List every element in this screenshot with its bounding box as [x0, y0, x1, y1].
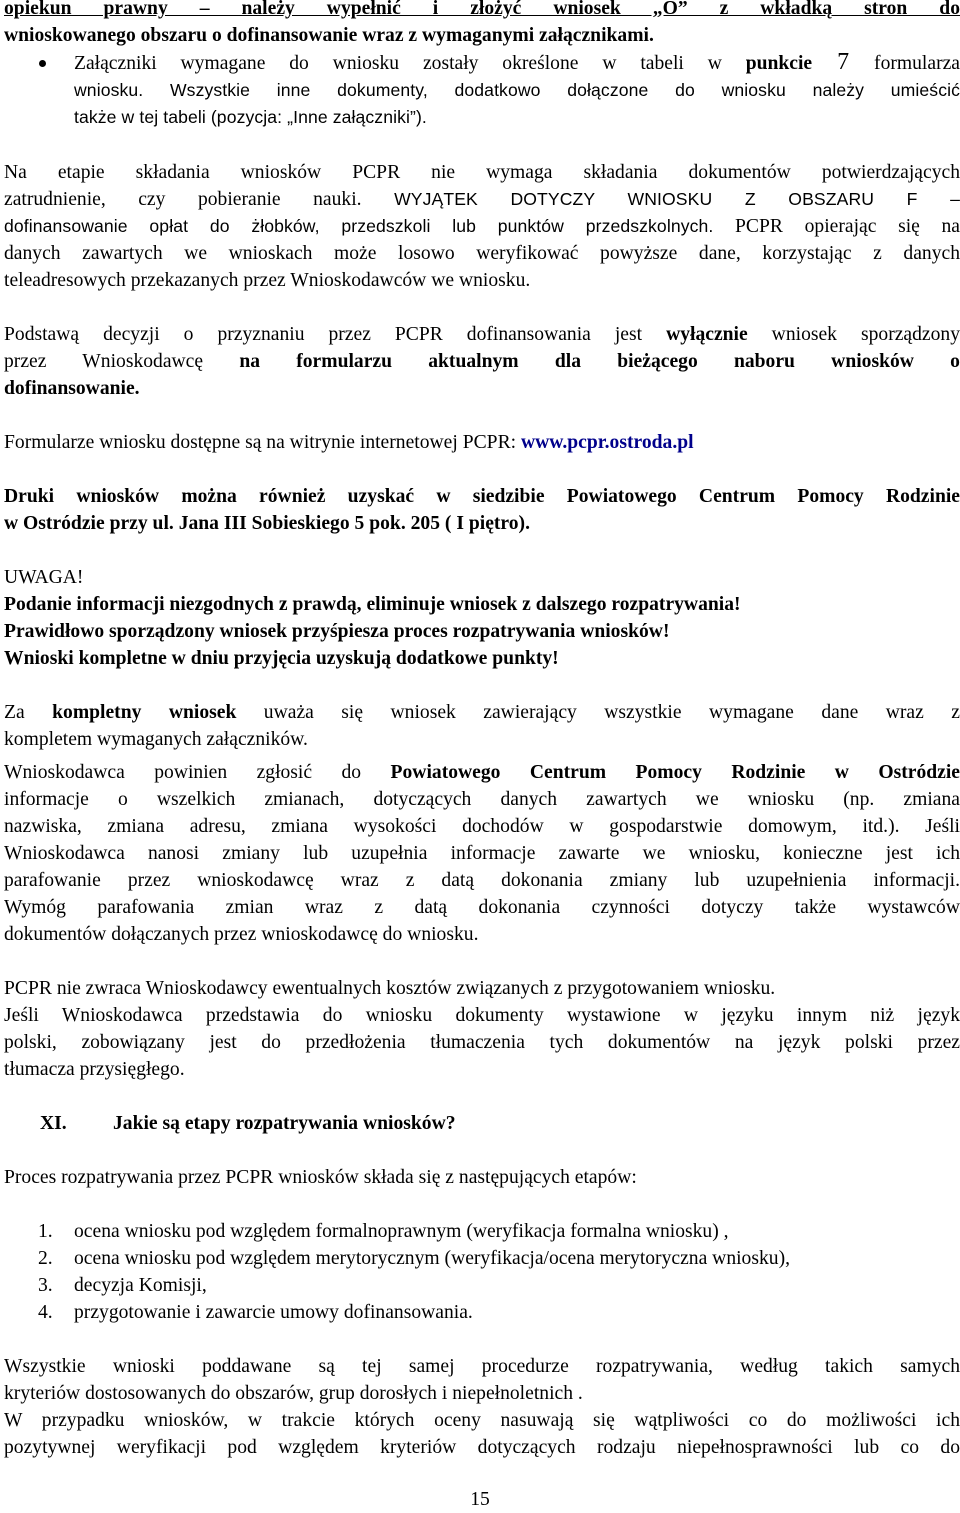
- podstawa-2b: na formularzu aktualnym dla bieżącego naboru wniosków o: [239, 351, 960, 372]
- step-number: 1.: [38, 1221, 53, 1242]
- pcpr-website-link[interactable]: www.pcpr.ostroda.pl: [520, 432, 694, 453]
- podstawa-3: dofinansowanie.: [4, 378, 140, 399]
- uwaga-block: [4, 564, 960, 672]
- etap-exception: WYJĄTEK DOTYCZY WNIOSKU Z OBSZARU F –: [394, 189, 960, 209]
- bullet-text-bold: punkcie: [745, 53, 813, 74]
- koszty-line-2: Jeśli Wnioskodawca przedstawia do wniosku dokumenty wystawione w języku innym niż język: [4, 1005, 960, 1026]
- bullet-line-1: [74, 49, 960, 77]
- step-number: 2.: [38, 1248, 53, 1269]
- podstawa-1a: Podstawą decyzji o przyznaniu przez PCPR dofinansowania jest: [4, 324, 667, 345]
- etap-line-3: [4, 213, 960, 240]
- kompletny-line-2: kompletem wymaganych załączników.: [4, 729, 308, 750]
- bullet-text-d: formularza: [874, 53, 960, 74]
- step-number: 4.: [38, 1302, 53, 1323]
- podstawa-1b: wyłącznie: [666, 324, 748, 345]
- etap-line-1: Na etapie składania wniosków PCPR nie wymaga składania dokumentów potwierdzających: [4, 162, 960, 183]
- przypadku-line-2: pozytywnej weryfikacji pod względem kryteriów dotyczących rodzaju niepełnosprawności lub co do: [4, 1437, 960, 1458]
- etap-line-2a: zatrudnienie, czy pobieranie nauki.: [4, 189, 395, 210]
- podstawa-line-2: [4, 348, 960, 375]
- kompletny-1b: kompletny wniosek: [52, 702, 237, 723]
- koszty-line-3: polski, zobowiązany jest do przedłożenia tłumaczenia tych dokumentów na język polski przez: [4, 1032, 960, 1053]
- wszystkie-line-1: Wszystkie wnioski poddawane są tej samej procedurze rozpatrywania, według takich samych: [4, 1356, 960, 1377]
- top-fragment-line-1: opiekun prawny – należy wypełnić i złożyć wniosek „O” z wkładką stron do: [4, 0, 960, 19]
- steps-list: [4, 1218, 960, 1326]
- druki-line-2: w Ostródzie przy ul. Jana III Sobieskiego 5 pok. 205 ( I piętro).: [4, 513, 530, 534]
- attachments-bullet: [4, 49, 960, 131]
- list-item: [4, 1272, 960, 1299]
- podstawa-2a: przez Wnioskodawcę: [4, 351, 240, 372]
- page-number: 15: [470, 1489, 490, 1510]
- koszty-line-4: tłumacza przysięgłego.: [4, 1059, 185, 1080]
- bullet-text-a: Załączniki wymagane do wniosku zostały określone w tabeli w: [74, 53, 746, 74]
- uwaga-line-2: Prawidłowo sporządzony wniosek przyśpiesza proces rozpatrywania wniosków!: [4, 621, 670, 642]
- zmiany-line-2: informacje o wszelkich zmianach, dotyczących danych zawartych we wniosku (np. zmiana: [4, 789, 960, 810]
- bullet-line-3: także w tej tabeli (pozycja: „Inne załączniki”).: [74, 107, 427, 127]
- etap-line-5: teleadresowych przekazanych przez Wnioskodawców we wniosku.: [4, 270, 531, 291]
- etap-line-3a: dofinansowanie opłat do żłobków, przedszkoli lub punktów przedszkolnych.: [4, 216, 714, 236]
- step-text: decyzja Komisji,: [74, 1275, 207, 1296]
- step-text: przygotowanie i zawarcie umowy dofinansowania.: [74, 1302, 473, 1323]
- podstawa-1c: wniosek sporządzony: [747, 324, 960, 345]
- paragraph-przypadku: [4, 1407, 960, 1461]
- bullet-icon: [39, 60, 46, 67]
- kompletny-1a: Za: [4, 702, 53, 723]
- etap-line-3b: PCPR opierając się na: [713, 216, 960, 237]
- section-number: XI.: [40, 1113, 67, 1134]
- paragraph-etap: [4, 159, 960, 294]
- zmiany-1b: Powiatowego Centrum Pomocy Rodzinie w Ostródzie: [390, 762, 960, 783]
- paragraph-kompletny: [4, 699, 960, 753]
- section-title: Jakie są etapy rozpatrywania wniosków?: [113, 1113, 456, 1134]
- etap-line-2: [4, 186, 960, 213]
- list-item: [4, 1245, 960, 1272]
- koszty-line-1: PCPR nie zwraca Wnioskodawcy ewentualnych kosztów związanych z przygotowaniem wniosku.: [4, 978, 776, 999]
- kompletny-1c: uważa się wniosek zawierający wszystkie wymagane dane wraz z: [236, 702, 960, 723]
- przypadku-line-1: W przypadku wniosków, w trakcie których oceny nasuwają się wątpliwości co do możliwości ich: [4, 1410, 960, 1431]
- formularze-text: Formularze wniosku dostępne są na witrynie internetowej PCPR:: [4, 432, 521, 453]
- bullet-line-2: wniosku. Wszystkie inne dokumenty, dodatkowo dołączone do wniosku należy umieścić: [74, 80, 960, 100]
- list-item: [4, 1299, 960, 1326]
- zmiany-line-6: Wymóg parafowania zmian wraz z datą dokonania czynności dotyczy także wystawców: [4, 897, 960, 918]
- kompletny-line-1: [4, 699, 960, 726]
- paragraph-formularze: [4, 429, 960, 456]
- druki-line-1: Druki wniosków można również uzyskać w siedzibie Powiatowego Centrum Pomocy Rodzinie: [4, 486, 960, 507]
- zmiany-line-1: [4, 759, 960, 786]
- paragraph-wszystkie: [4, 1353, 960, 1407]
- paragraph-proces: Proces rozpatrywania przez PCPR wniosków składa się z następujących etapów:: [4, 1167, 637, 1188]
- step-text: ocena wniosku pod względem formalnoprawnym (weryfikacja formalna wniosku) ,: [74, 1221, 729, 1242]
- paragraph-zmiany: [4, 759, 960, 948]
- etap-line-4: danych zawartych we wnioskach może losowo weryfikować powyższe dane, korzystając z danych: [4, 243, 960, 264]
- zmiany-1a: Wnioskodawca powinien zgłosić do: [4, 762, 391, 783]
- bullet-text-number: 7: [812, 49, 875, 75]
- uwaga-title: UWAGA!: [4, 567, 84, 588]
- list-item: [4, 1218, 960, 1245]
- section-heading: [40, 1110, 960, 1137]
- top-fragment-line-2: wnioskowanego obszaru o dofinansowanie wraz z wymaganymi załącznikami.: [4, 25, 654, 46]
- step-text: ocena wniosku pod względem merytorycznym (weryfikacja/ocena merytoryczna wniosku),: [74, 1248, 790, 1269]
- paragraph-podstawa: [4, 321, 960, 402]
- zmiany-line-7: dokumentów dołączanych przez wnioskodawcę do wniosku.: [4, 924, 479, 945]
- podstawa-line-1: [4, 321, 960, 348]
- step-number: 3.: [38, 1275, 53, 1296]
- zmiany-line-3: nazwiska, zmiana adresu, zmiana wysokości dochodów w gospodarstwie domowym, itd.). Jeśli: [4, 816, 960, 837]
- podstawa-line-3: [4, 375, 960, 402]
- wszystkie-line-2: kryteriów dostosowanych do obszarów, grup dorosłych i niepełnoletnich .: [4, 1383, 583, 1404]
- top-fragment: [4, 0, 960, 49]
- paragraph-druki: [4, 483, 960, 537]
- uwaga-line-1: Podanie informacji niezgodnych z prawdą, eliminuje wniosek z dalszego rozpatrywania!: [4, 594, 741, 615]
- document-page: [4, 0, 960, 1461]
- zmiany-line-4: Wnioskodawca nanosi zmiany lub uzupełnia informacje zawarte we wniosku, konieczne jest ich: [4, 843, 960, 864]
- paragraph-koszty: [4, 975, 960, 1083]
- zmiany-line-5: parafowanie przez wnioskodawcę wraz z datą dokonania zmiany lub uzupełnienia informacji.: [4, 870, 960, 891]
- uwaga-line-3: Wnioski kompletne w dniu przyjęcia uzyskują dodatkowe punkty!: [4, 648, 559, 669]
